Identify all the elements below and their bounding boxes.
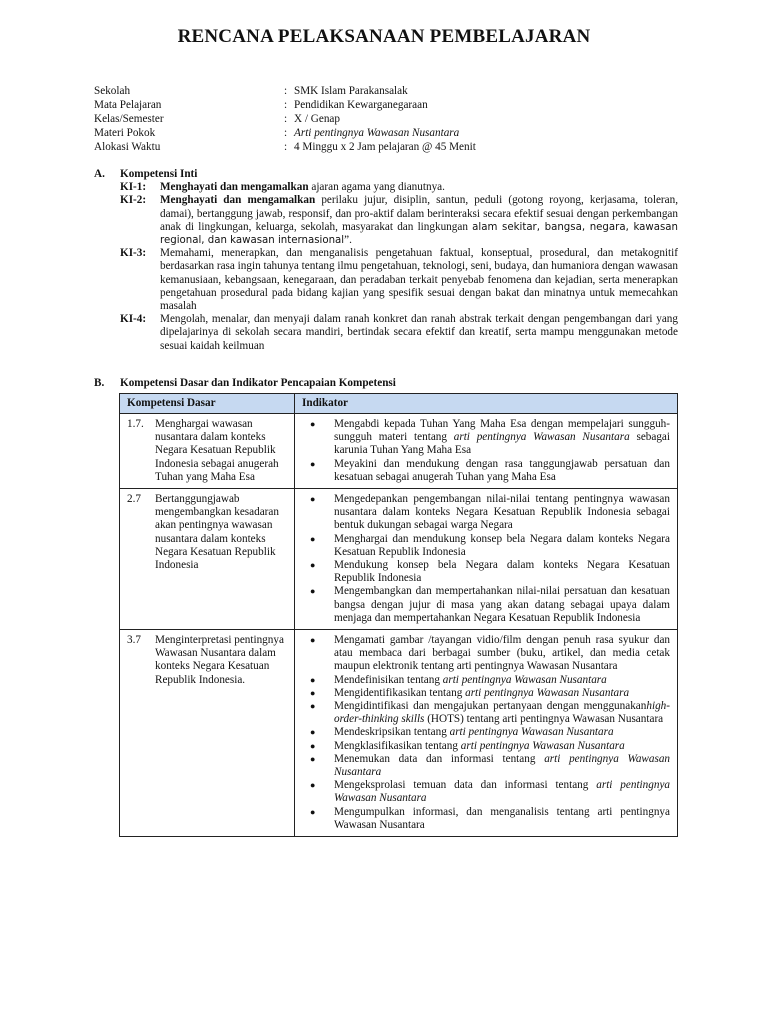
indicator-italic: arti pentingnya Wawasan Nusantara	[334, 779, 671, 805]
column-header-kompetensi-dasar: Kompetensi Dasar	[120, 394, 295, 414]
table-row	[120, 414, 678, 489]
list-item	[302, 585, 670, 625]
ki-label: KI-4:	[120, 313, 147, 326]
identity-value: 4 Minggu x 2 Jam pelajaran @ 45 Menit	[294, 141, 476, 153]
section-title: Kompetensi Dasar dan Indikator Pencapaian Kompetensi	[120, 377, 396, 389]
identity-row	[94, 141, 694, 155]
identity-value: X / Genap	[294, 113, 340, 125]
bullet-icon: ●	[310, 586, 316, 597]
ki-3	[94, 247, 678, 313]
kd-text: Menghargai wawasan nusantara dalam konteks Negara Kesatuan Republik Indonesia sebagai anugerah Tuhan yang Maha Esa	[155, 418, 279, 483]
indicator-text-end: sebagai karunia Tuhan Yang Maha Esa	[334, 431, 671, 457]
section-a-heading	[94, 168, 678, 181]
indicator-cell	[295, 489, 678, 630]
bullet-icon: ●	[310, 494, 316, 505]
indicator-text: Mengidintifikasi dan mengajukan pertanyaan dengan menggunakan	[334, 700, 647, 713]
list-item	[302, 634, 670, 674]
table-row	[120, 489, 678, 630]
indicator-italic: arti pentingnya Wawasan Nusantara	[449, 726, 614, 739]
bullet-icon: ●	[310, 806, 316, 817]
list-item	[302, 700, 670, 726]
ki-handwritten-text: alam sekitar, bangsa, negara, kawasan regional, dan kawasan internasional	[160, 221, 678, 247]
ki-label: KI-1:	[120, 181, 147, 194]
kd-text: Menginterpretasi pentingnya Wawasan Nusantara dalam konteks Negara Kesatuan Republik Indonesia.	[155, 634, 284, 686]
indicator-italic: arti pentingnya Wawasan Nusantara	[334, 752, 671, 779]
indicator-cell	[295, 630, 678, 837]
kd-cell	[120, 630, 295, 837]
section-kompetensi-inti	[94, 168, 678, 353]
column-header-indikator: Indikator	[295, 394, 678, 414]
bullet-icon: ●	[310, 780, 316, 791]
bullet-icon: ●	[310, 727, 316, 738]
indicator-text: Mengedepankan pengembangan nilai-nilai tentang pentingnya wawasan nusantara dalam konteks Negara Kesatuan Republik Indonesia sebagai bentuk dukungan sebagai warga Negara	[334, 493, 670, 532]
list-item	[302, 753, 670, 779]
bullet-icon: ●	[310, 635, 316, 646]
section-b-heading	[94, 377, 678, 390]
identity-value: SMK Islam Parakansalak	[294, 85, 408, 97]
indicator-text: Mendeskripsikan tentang	[334, 726, 450, 739]
identity-label: Materi Pokok	[94, 127, 156, 139]
list-item	[302, 493, 670, 533]
kd-cell	[120, 414, 295, 489]
ki-text: perilaku jujur, disiplin, santun, peduli (gotong royong, kerjasama, toleran, damai), bertanggung jawab, responsif, dan pro-aktif dalam berinteraksi secara efektif sesuai dengan perkembangan anak di lingkungan, keluarga, sekolah, masyarakat dan lingkungan	[160, 194, 678, 233]
ki-text: ajaran agama yang dianutnya.	[308, 181, 445, 194]
table-header-row	[120, 394, 678, 414]
indicator-text: Meyakini dan mendukung dengan rasa tanggungjawab persatuan dan kesatuan sebagai anugerah Tuhan yang Maha Esa	[334, 457, 670, 483]
document-title: RENCANA PELAKSANAAN PEMBELAJARAN	[177, 26, 591, 47]
indicator-text: Mendefinisikan tentang	[334, 673, 443, 686]
indicator-text: Mengklasifikasikan tentang	[334, 739, 461, 752]
indicator-text: Mengumpulkan informasi, dan menganalisis tentang arti pentingnya Wawasan Nusantara	[334, 805, 670, 831]
identity-value: Arti pentingnya Wawasan Nusantara	[294, 127, 460, 139]
bullet-icon: ●	[310, 687, 316, 698]
bullet-icon: ●	[310, 701, 316, 712]
indicator-text: Menghargai dan mendukung konsep bela Negara dalam konteks Negara Kesatuan Republik Indonesia	[334, 532, 670, 558]
identity-separator: :	[284, 113, 288, 125]
indicator-italic: arti pentingnya Wawasan Nusantara	[442, 673, 607, 686]
bullet-icon: ●	[310, 674, 316, 685]
section-title: Kompetensi Inti	[120, 168, 198, 180]
list-item	[302, 533, 670, 559]
indicator-italic: high-order-thinking skills	[334, 700, 670, 726]
ki-label: KI-2:	[120, 194, 147, 207]
identity-separator: :	[284, 85, 288, 97]
indicator-list	[302, 493, 670, 625]
indicator-text: Mengidentifikasikan tentang	[334, 686, 466, 699]
identity-row	[94, 127, 694, 141]
kd-number: 2.7	[127, 493, 141, 506]
list-item	[302, 458, 670, 484]
indicator-text: Mengabdi kepada Tuhan Yang Maha Esa dengan mempelajari sungguh-sungguh materi tentang	[334, 418, 670, 444]
ki-4	[94, 313, 678, 353]
list-item	[302, 418, 670, 458]
identity-label: Sekolah	[94, 85, 131, 97]
ki-bold-text: Menghayati dan mengamalkan	[160, 194, 316, 207]
list-item	[302, 806, 670, 832]
indicator-cell	[295, 414, 678, 489]
identity-separator: :	[284, 141, 288, 153]
section-b-heading-block	[94, 377, 678, 390]
identity-row	[94, 85, 694, 99]
ki-1	[94, 181, 678, 194]
list-item	[302, 687, 670, 700]
ki-bold-text: Menghayati dan mengamalkan	[160, 181, 309, 194]
identity-row	[94, 99, 694, 113]
indicator-text: Menemukan data dan informasi tentang	[334, 752, 545, 765]
table-row	[120, 630, 678, 837]
list-item	[302, 779, 670, 805]
indicator-italic: arti pentingnya Wawasan Nusantara	[453, 431, 630, 444]
ki-text-end: ”.	[344, 234, 352, 247]
ki-label: KI-3:	[120, 247, 147, 260]
list-item	[302, 559, 670, 585]
identity-label: Kelas/Semester	[94, 113, 164, 125]
bullet-icon: ●	[310, 560, 316, 571]
section-letter: B.	[94, 377, 105, 389]
kd-number: 3.7	[127, 634, 141, 647]
indicator-italic: arti pentingnya Wawasan Nusantara	[465, 686, 630, 699]
indicator-text: Mengembangkan dan mempertahankan nilai-nilai persatuan dan kesatuan bangsa dengan jujur di masa yang akan datang sebagai upaya dalam menjaga dan mempertahankan Negara Kesatuan Republik Indonesia	[334, 585, 670, 624]
identity-separator: :	[284, 127, 288, 139]
ki-text: Memahami, menerapkan, dan menganalisis pengetahuan faktual, konseptual, prosedural, dan metakognitif berdasarkan rasa ingin tahunya tentang ilmu pengetahuan, teknologi, seni, budaya, dan humaniora dengan wawasan kemanusiaan, kebangsaan, kenegaraan, dan peradaban terkait penyebab fenomena dan kejadian, serta menerapkan pengetahuan prosedural pada bidang kajian yang spesifik sesuai dengan bakat dan minatnya untuk memecahkan masalah	[160, 247, 678, 313]
indicator-italic: arti pentingnya Wawasan Nusantara	[460, 739, 625, 752]
list-item	[302, 674, 670, 687]
list-item	[302, 740, 670, 753]
identity-block	[94, 85, 694, 155]
bullet-icon: ●	[310, 753, 316, 764]
ki-text: Mengolah, menalar, dan menyaji dalam ranah konkret dan ranah abstrak terkait dengan pengembangan dari yang dipelajarinya di sekolah secara mandiri, bertindak secara efektif dan kreatif, serta mampu menggunakan metode sesuai kaidah keilmuan	[160, 313, 678, 352]
bullet-icon: ●	[310, 419, 316, 429]
bullet-icon: ●	[310, 740, 316, 751]
indicator-text: Mengeksprolasi temuan data dan informasi tentang	[334, 779, 597, 792]
kd-text: Bertanggungjawab mengembangkan kesadaran akan pentingnya wawasan nusantara dalam konteks Negara Kesatuan Republik Indonesia	[155, 493, 279, 572]
identity-row	[94, 113, 694, 127]
identity-separator: :	[284, 99, 288, 111]
kd-number: 1.7.	[127, 418, 144, 430]
ki-2	[94, 194, 678, 247]
identity-label: Alokasi Waktu	[94, 141, 161, 153]
kd-cell	[120, 489, 295, 630]
indicator-text: Mengamati gambar /tayangan vidio/film dengan penuh rasa syukur dan atau membaca dari berbagai sumber (buku, artikel, dan media cetak maupun elektronik tentang arti pentingnya Wawasan Nusantara	[334, 634, 670, 673]
identity-label: Mata Pelajaran	[94, 99, 162, 111]
indicator-text: Mendukung konsep bela Negara dalam konteks Negara Kesatuan Republik Indonesia	[334, 559, 670, 585]
bullet-icon: ●	[310, 458, 316, 469]
list-item	[302, 726, 670, 739]
bullet-icon: ●	[310, 533, 316, 544]
indicator-text-end: (HOTS) tentang arti pentingnya Wawasan Nusantara	[424, 713, 664, 726]
indicator-list	[302, 634, 670, 832]
indicator-list	[302, 418, 670, 484]
identity-value: Pendidikan Kewarganegaraan	[294, 99, 428, 111]
section-letter: A.	[94, 168, 105, 180]
competency-table	[119, 393, 678, 837]
